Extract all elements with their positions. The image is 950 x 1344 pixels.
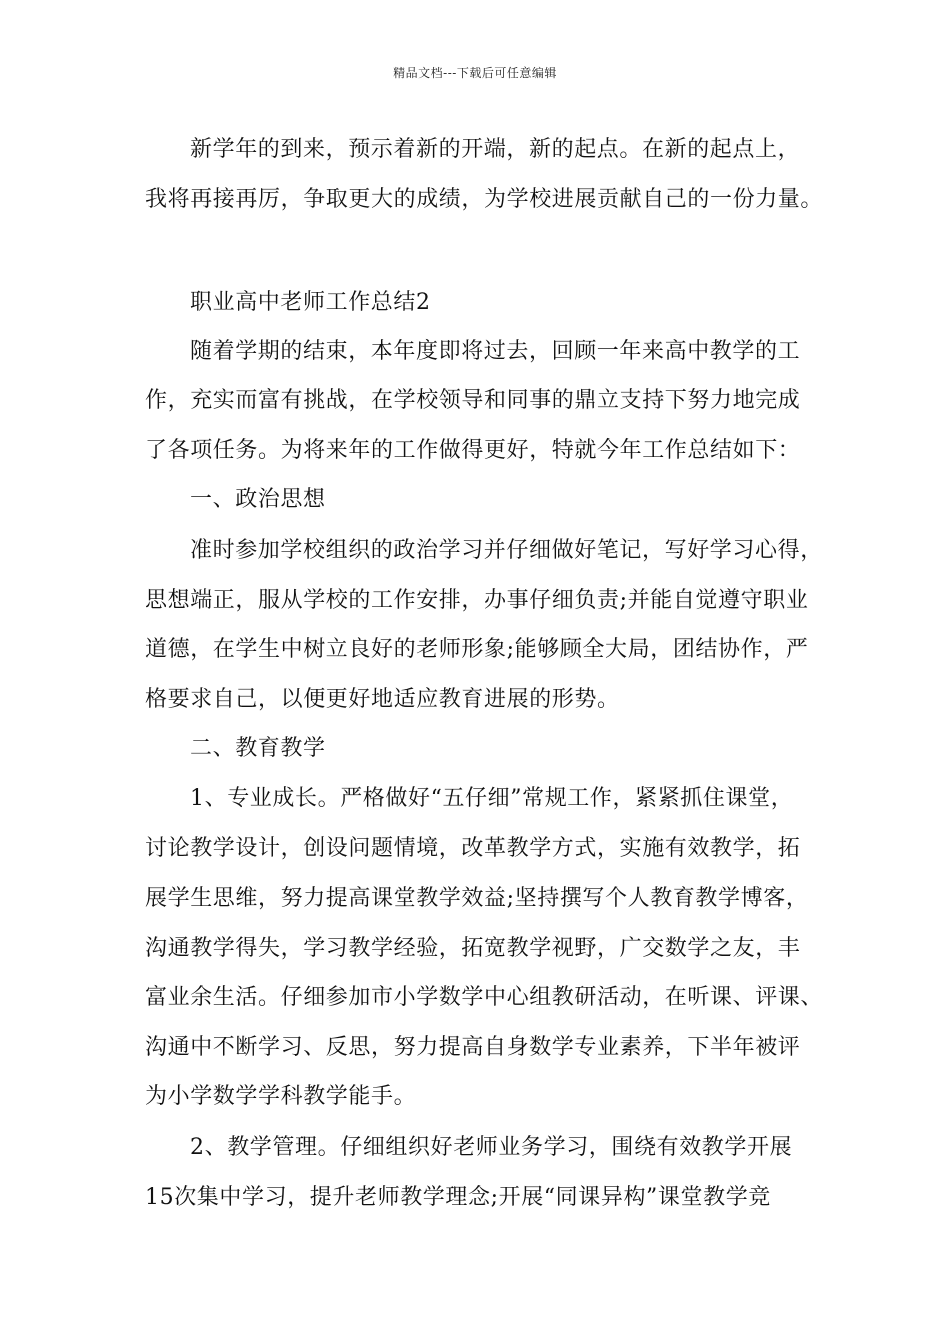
paragraph-line: 15次集中学习，提升老师教学理念;开展“同课异构”课堂教学竞 bbox=[145, 1185, 771, 1210]
paragraph-line: 了各项任务。为将来年的工作做得更好，特就今年工作总结如下： bbox=[145, 438, 801, 463]
paragraph-line: 随着学期的结束，本年度即将过去，回顾一年来高中教学的工 bbox=[190, 339, 801, 364]
paragraph-line: 格要求自己，以便更好地适应教育进展的形势。 bbox=[145, 687, 620, 712]
paragraph-line: 沟通教学得失，学习教学经验，拓宽教学视野，广交数学之友，丰 bbox=[145, 936, 801, 961]
paragraph-line: 讨论教学设计，创设问题情境，改革教学方式，实施有效教学，拓 bbox=[145, 836, 801, 861]
section-heading: 二、教育教学 bbox=[190, 736, 326, 761]
paragraph-line: 准时参加学校组织的政治学习并仔细做好笔记，写好学习心得， bbox=[190, 538, 823, 563]
paragraph-line: 思想端正，服从学校的工作安排，办事仔细负责;并能自觉遵守职业 bbox=[145, 588, 809, 613]
paragraph-line: 富业余生活。仔细参加市小学数学中心组教研活动，在听课、评课、 bbox=[145, 985, 824, 1010]
paragraph-line: 1、专业成长。严格做好“五仔细”常规工作，紧紧抓住课堂， bbox=[190, 786, 794, 811]
paragraph-line: 道德，在学生中树立良好的老师形象;能够顾全大局，团结协作，严 bbox=[145, 637, 809, 662]
section-title: 职业高中老师工作总结2 bbox=[190, 290, 431, 315]
paragraph-line: 展学生思维，努力提高课堂教学效益;坚持撰写个人教育教学博客， bbox=[145, 886, 809, 911]
paragraph-line: 新学年的到来，预示着新的开端，新的起点。在新的起点上， bbox=[190, 137, 801, 162]
paragraph-line: 2、教学管理。仔细组织好老师业务学习，围绕有效教学开展 bbox=[190, 1135, 793, 1160]
paragraph-line: 我将再接再厉，争取更大的成绩，为学校进展贡献自己的一份力量。 bbox=[145, 187, 824, 212]
paragraph-line: 作，充实而富有挑战，在学校领导和同事的鼎立支持下努力地完成 bbox=[145, 388, 801, 413]
paragraph-line: 沟通中不断学习、反思，努力提高自身数学专业素养，下半年被评 bbox=[145, 1035, 801, 1060]
paragraph-line: 为小学数学学科教学能手。 bbox=[145, 1084, 417, 1109]
page-header: 精品文档---下载后可任意编辑 bbox=[393, 66, 557, 80]
section-heading: 一、政治思想 bbox=[190, 487, 326, 512]
